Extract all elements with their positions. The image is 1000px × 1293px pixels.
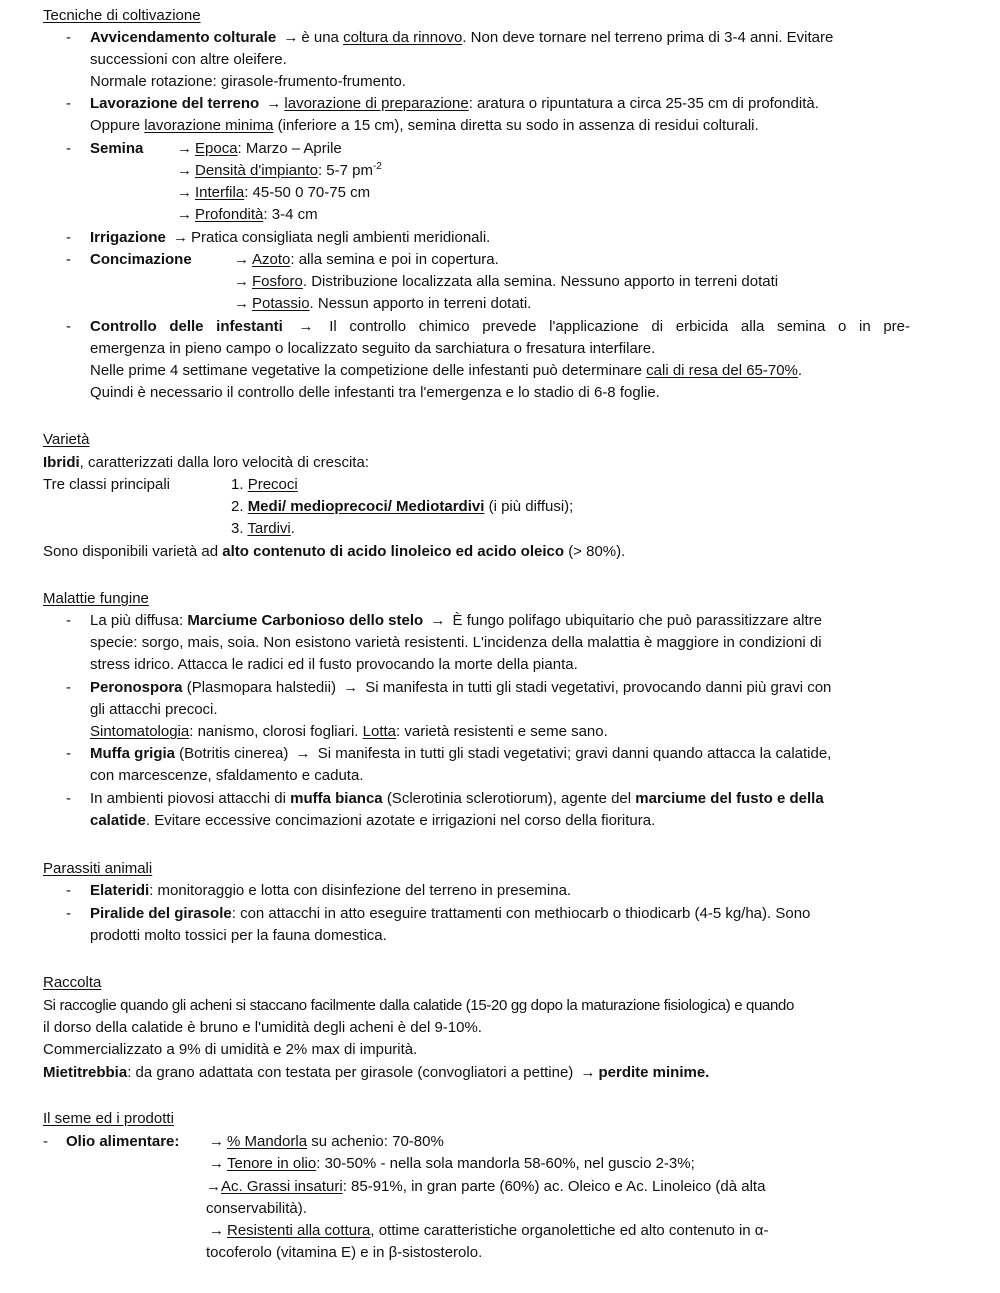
bullet-dash: - <box>66 612 71 629</box>
bullet-dash: - <box>66 882 71 899</box>
text-line: prodotti molto tossici per la fauna domestica. <box>90 927 387 944</box>
olio-item: → Resistenti alla cottura, ottime caratteristiche organolettiche ed alto contenuto in α- <box>209 1222 769 1239</box>
arrow-icon: → <box>209 1222 224 1239</box>
bullet-dash: - <box>66 745 71 762</box>
arrow-icon: → <box>283 29 299 46</box>
concimazione-item: → Potassio. Nessun apporto in terreni dotati. <box>234 295 532 312</box>
section-title-malattie: Malattie fungine <box>43 590 149 607</box>
class-item: 1. Precoci <box>231 476 298 493</box>
arrow-icon: → <box>343 679 359 696</box>
arrow-icon: → <box>177 206 192 223</box>
arrow-icon: → <box>209 1155 224 1172</box>
section-title-tecniche: Tecniche di coltivazione <box>43 7 201 24</box>
arrow-icon: → <box>234 273 249 290</box>
text-line: successioni con altre oleifere. <box>90 51 287 68</box>
concimazione-item: → Azoto: alla semina e poi in copertura. <box>234 251 499 268</box>
arrow-icon: → <box>206 1178 221 1195</box>
bullet-dash: - <box>66 318 71 335</box>
bullet-dash: - <box>66 679 71 696</box>
bullet-dash: - <box>66 229 71 246</box>
section-title-seme: Il seme ed i prodotti <box>43 1110 174 1127</box>
bullet-dash: - <box>66 140 71 157</box>
text-line: Nelle prime 4 settimane vegetative la competizione delle infestanti può determinare cali di resa del 65-70%. <box>90 362 803 379</box>
text-line: Sono disponibili varietà ad alto contenuto di acido linoleico ed acido oleico (> 80%). <box>43 543 626 560</box>
arrow-icon: → <box>430 612 446 629</box>
class-item: 3. Tardivi. <box>231 520 295 537</box>
bullet-dash: - <box>66 905 71 922</box>
arrow-icon: → <box>177 140 192 157</box>
text-line: Commercializzato a 9% di umidità e 2% max di impurità. <box>43 1041 418 1058</box>
concimazione-item: → Fosforo. Distribuzione localizzata alla semina. Nessuno apporto in terreni dotati <box>234 273 779 290</box>
text-line: il dorso della calatide è bruno e l'umidità degli acheni è del 9-10%. <box>43 1019 482 1036</box>
arrow-icon: → <box>298 318 314 335</box>
olio-item: → Tenore in olio: 30-50% - nella sola mandorla 58-60%, nel guscio 2-3%; <box>209 1155 695 1172</box>
semina-item: → Epoca: Marzo – Aprile <box>177 140 342 157</box>
bullet-dash: - <box>66 251 71 268</box>
semina-item: → Densità d'impianto: 5-7 $pm^{-2}$ <box>177 161 382 179</box>
olio-item: → % Mandorla su achenio: 70-80% <box>209 1133 444 1150</box>
arrow-icon: → <box>266 95 282 112</box>
text-line: specie: sorgo, mais, soia. Non esistono varietà resistenti. L'incidenza della malattia è maggiore in condizioni di <box>90 634 822 651</box>
text-line: tocoferolo (vitamina E) e in β-sistosterolo. <box>206 1244 483 1261</box>
text-line: emergenza in pieno campo o localizzato seguito da sarchiatura o fresatura interfilare. <box>90 340 656 357</box>
classes-label: Tre classi principali <box>43 476 170 493</box>
semina-item: → Profondità: 3-4 cm <box>177 206 318 223</box>
text-line: Quindi è necessario il controllo delle infestanti tra l'emergenza e lo stadio di 6-8 foglie. <box>90 384 660 401</box>
arrow-icon: → <box>173 229 189 246</box>
text-line: Normale rotazione: girasole-frumento-frumento. <box>90 73 406 90</box>
section-title-parassiti: Parassiti animali <box>43 860 153 877</box>
bullet-dash: - <box>66 29 71 46</box>
text-line: Oppure lavorazione minima (inferiore a 15 cm), semina diretta su sodo in assenza di residui colturali. <box>90 117 759 134</box>
text-line: Si raccoglie quando gli acheni si staccano facilmente dalla calatide (15-20 gg dopo la maturazione fisiologica) e quando <box>43 997 794 1014</box>
bullet-dash: - <box>66 790 71 807</box>
olio-item: →Ac. Grassi insaturi: 85-91%, in gran parte (60%) ac. Oleico e Ac. Linoleico (dà alta <box>206 1178 766 1195</box>
text-line: Sintomatologia: nanismo, clorosi fogliari. Lotta: varietà resistenti e seme sano. <box>90 723 608 740</box>
section-title-varieta: Varietà <box>43 431 90 448</box>
bullet-dash: - <box>66 95 71 112</box>
text-line: Ibridi, caratterizzati dalla loro velocità di crescita: <box>43 454 369 471</box>
arrow-icon: → <box>580 1064 596 1081</box>
text-line: stress idrico. Attacca le radici ed il fusto provocando la morte della pianta. <box>90 656 578 673</box>
text-line: Mietitrebbia: da grano adattata con testata per girasole (convogliatori a pettine) → perdite minime. <box>43 1064 710 1081</box>
text-line: calatide. Evitare eccessive concimazioni azotate e irrigazioni nel corso della fioritura. <box>90 812 656 829</box>
arrow-icon: → <box>209 1133 224 1150</box>
text-line: gli attacchi precoci. <box>90 701 218 718</box>
arrow-icon: → <box>177 184 192 201</box>
semina-item: → Interfila: 45-50 0 70-75 cm <box>177 184 371 201</box>
text-line: conservabilità). <box>206 1200 307 1217</box>
arrow-icon: → <box>177 162 192 179</box>
text-line: con marcescenze, sfaldamento e caduta. <box>90 767 364 784</box>
class-item: 2. Medi/ medioprecoci/ Mediotardivi (i più diffusi); <box>231 498 574 515</box>
arrow-icon: → <box>234 295 249 312</box>
arrow-icon: → <box>234 251 249 268</box>
arrow-icon: → <box>295 745 311 762</box>
section-title-raccolta: Raccolta <box>43 974 102 991</box>
